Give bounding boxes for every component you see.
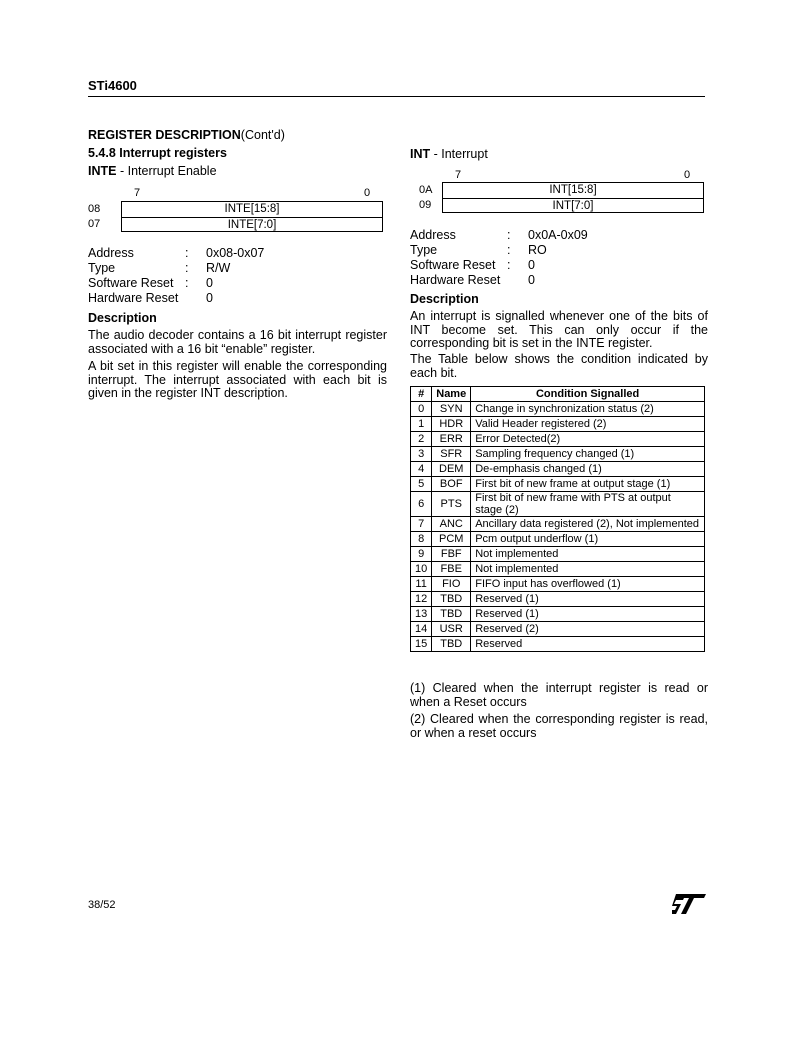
bit-number-cell: 4	[411, 462, 432, 477]
table-row	[411, 562, 705, 577]
property-key: Software Reset	[88, 276, 174, 290]
column-header: Condition Signalled	[471, 387, 705, 402]
property-value: 0	[528, 258, 535, 272]
register-properties	[410, 228, 588, 288]
condition-cell: Error Detected(2)	[471, 432, 705, 447]
property-sep: :	[185, 246, 189, 260]
property-key: Hardware Reset	[88, 291, 179, 305]
condition-cell: Not implemented	[471, 562, 705, 577]
section-title-rest: (Cont'd)	[240, 128, 285, 142]
bit-name-cell: USR	[432, 622, 471, 637]
left-column	[88, 128, 388, 178]
condition-table	[410, 386, 705, 652]
property-value: 0	[206, 291, 213, 305]
table-row	[411, 517, 705, 532]
register-addresses	[419, 183, 432, 213]
description-heading: Description	[410, 292, 479, 306]
bit-low-label: 0	[364, 187, 371, 199]
description-paragraph: A bit set in this register will enable the corresponding interrupt. The interrupt associated with each bit is given in the register INT description.	[88, 359, 387, 400]
property-sep: :	[507, 228, 511, 242]
table-row	[411, 607, 705, 622]
register-desc: - Interrupt Enable	[116, 164, 217, 178]
condition-cell: Reserved (1)	[471, 592, 705, 607]
condition-cell: First bit of new frame with PTS at output stage (2)	[471, 492, 705, 517]
register-diagram	[121, 201, 383, 232]
bit-number-cell: 9	[411, 547, 432, 562]
table-row	[411, 447, 705, 462]
bit-number-cell: 3	[411, 447, 432, 462]
bit-name-cell: BOF	[432, 477, 471, 492]
document-title: STi4600	[88, 78, 137, 93]
table-row	[411, 402, 705, 417]
property-key: Hardware Reset	[410, 273, 501, 287]
property-row	[410, 273, 588, 288]
bit-name-cell: FIO	[432, 577, 471, 592]
property-row	[88, 261, 264, 276]
property-key: Software Reset	[410, 258, 496, 272]
bit-high-label: 7	[134, 187, 141, 199]
table-header-row	[411, 387, 705, 402]
bit-number-cell: 0	[411, 402, 432, 417]
footnote: (2) Cleared when the corresponding register is read, or when a reset occurs	[410, 712, 708, 740]
property-value: 0x0A-0x09	[528, 228, 588, 242]
register-address: 0A	[419, 184, 433, 196]
table-row	[411, 547, 705, 562]
register-address: 08	[88, 203, 101, 215]
register-properties	[88, 246, 264, 306]
bit-name-cell: ERR	[432, 432, 471, 447]
st-logo-icon	[672, 894, 706, 917]
section-title-bold: REGISTER DESCRIPTION	[88, 128, 241, 142]
table-row	[411, 462, 705, 477]
property-key: Address	[410, 228, 456, 242]
register-name: INT	[410, 147, 431, 161]
bit-name-cell: TBD	[432, 607, 471, 622]
property-row	[88, 246, 264, 261]
register-field: INTE[7:0]	[227, 219, 277, 231]
description-paragraph: The Table below shows the condition indicated by each bit.	[410, 352, 708, 380]
table-row	[411, 477, 705, 492]
column-header: #	[411, 387, 432, 402]
bit-high-label: 7	[455, 169, 462, 181]
register-desc: - Interrupt	[430, 147, 488, 161]
description-heading: Description	[88, 311, 157, 325]
condition-cell: Not implemented	[471, 547, 705, 562]
bit-name-cell: FBF	[432, 547, 471, 562]
property-key: Type	[410, 243, 438, 257]
condition-cell: Reserved (1)	[471, 607, 705, 622]
bit-number-cell: 5	[411, 477, 432, 492]
table-row	[411, 592, 705, 607]
footnote: (1) Cleared when the interrupt register is read or when a Reset occurs	[410, 681, 708, 709]
property-sep: :	[185, 276, 189, 290]
condition-cell: FIFO input has overflowed (1)	[471, 577, 705, 592]
table-row	[411, 432, 705, 447]
condition-cell: Reserved	[471, 637, 705, 652]
bit-number-cell: 14	[411, 622, 432, 637]
bit-number-cell: 2	[411, 432, 432, 447]
register-field: INTE[15:8]	[122, 202, 382, 218]
bit-number-cell: 6	[411, 492, 432, 517]
property-sep	[185, 291, 206, 306]
table-row	[411, 622, 705, 637]
bit-number-cell: 8	[411, 532, 432, 547]
bit-low-label: 0	[684, 169, 691, 181]
property-key: Type	[88, 261, 116, 275]
bit-number-cell: 15	[411, 637, 432, 652]
condition-cell: De-emphasis changed (1)	[471, 462, 705, 477]
page-number: 38/52	[88, 899, 116, 911]
section-title	[88, 128, 388, 142]
register-name: INTE	[88, 164, 117, 178]
property-value: 0	[206, 276, 213, 290]
property-row	[410, 258, 588, 273]
table-row	[411, 637, 705, 652]
description-paragraph: The audio decoder contains a 16 bit interrupt register associated with a 16 bit “enable” register.	[88, 328, 387, 356]
condition-table-body	[411, 402, 705, 652]
condition-cell: Reserved (2)	[471, 622, 705, 637]
bit-name-cell: SYN	[432, 402, 471, 417]
bit-number-cell: 7	[411, 517, 432, 532]
bit-number-cell: 1	[411, 417, 432, 432]
bit-name-cell: DEM	[432, 462, 471, 477]
subsection-title: 5.4.8 Interrupt registers	[88, 146, 227, 160]
bit-number-cell: 10	[411, 562, 432, 577]
bit-number-cell: 11	[411, 577, 432, 592]
property-value: R/W	[206, 261, 231, 275]
register-field: INT[15:8]	[443, 183, 703, 199]
bit-name-cell: PCM	[432, 532, 471, 547]
table-row	[411, 577, 705, 592]
register-field: INT[7:0]	[552, 200, 594, 212]
condition-cell: Sampling frequency changed (1)	[471, 447, 705, 462]
property-value: 0	[528, 273, 535, 287]
column-header: Name	[432, 387, 471, 402]
condition-cell: First bit of new frame at output stage (1)	[471, 477, 705, 492]
bit-name-cell: TBD	[432, 592, 471, 607]
property-row	[410, 243, 588, 258]
register-address: 07	[88, 218, 101, 230]
register-addresses	[88, 202, 100, 232]
property-value: 0x08-0x07	[206, 246, 265, 260]
bit-number-cell: 12	[411, 592, 432, 607]
description-paragraph: An interrupt is signalled whenever one of the bits of INT become set. This can only occur if the corresponding bit is set in the INTE register.	[410, 309, 708, 350]
bit-name-cell: PTS	[432, 492, 471, 517]
table-row	[411, 492, 705, 517]
header-rule	[88, 96, 705, 97]
register-heading	[88, 164, 388, 178]
bit-name-cell: SFR	[432, 447, 471, 462]
condition-cell: Ancillary data registered (2), Not implemented	[471, 517, 705, 532]
bit-name-cell: ANC	[432, 517, 471, 532]
register-heading	[410, 147, 488, 161]
property-sep	[507, 273, 528, 288]
property-row	[88, 291, 264, 306]
condition-cell: Change in synchronization status (2)	[471, 402, 705, 417]
register-diagram	[442, 182, 704, 213]
bit-name-cell: TBD	[432, 637, 471, 652]
condition-cell: Pcm output underflow (1)	[471, 532, 705, 547]
table-row	[411, 417, 705, 432]
bit-name-cell: HDR	[432, 417, 471, 432]
bit-name-cell: FBE	[432, 562, 471, 577]
property-key: Address	[88, 246, 134, 260]
table-row	[411, 532, 705, 547]
condition-cell: Valid Header registered (2)	[471, 417, 705, 432]
property-row	[410, 228, 588, 243]
property-sep: :	[507, 243, 511, 257]
property-sep: :	[185, 261, 189, 275]
bit-number-cell: 13	[411, 607, 432, 622]
property-sep: :	[507, 258, 511, 272]
property-value: RO	[528, 243, 547, 257]
register-address: 09	[419, 199, 432, 211]
property-row	[88, 276, 264, 291]
